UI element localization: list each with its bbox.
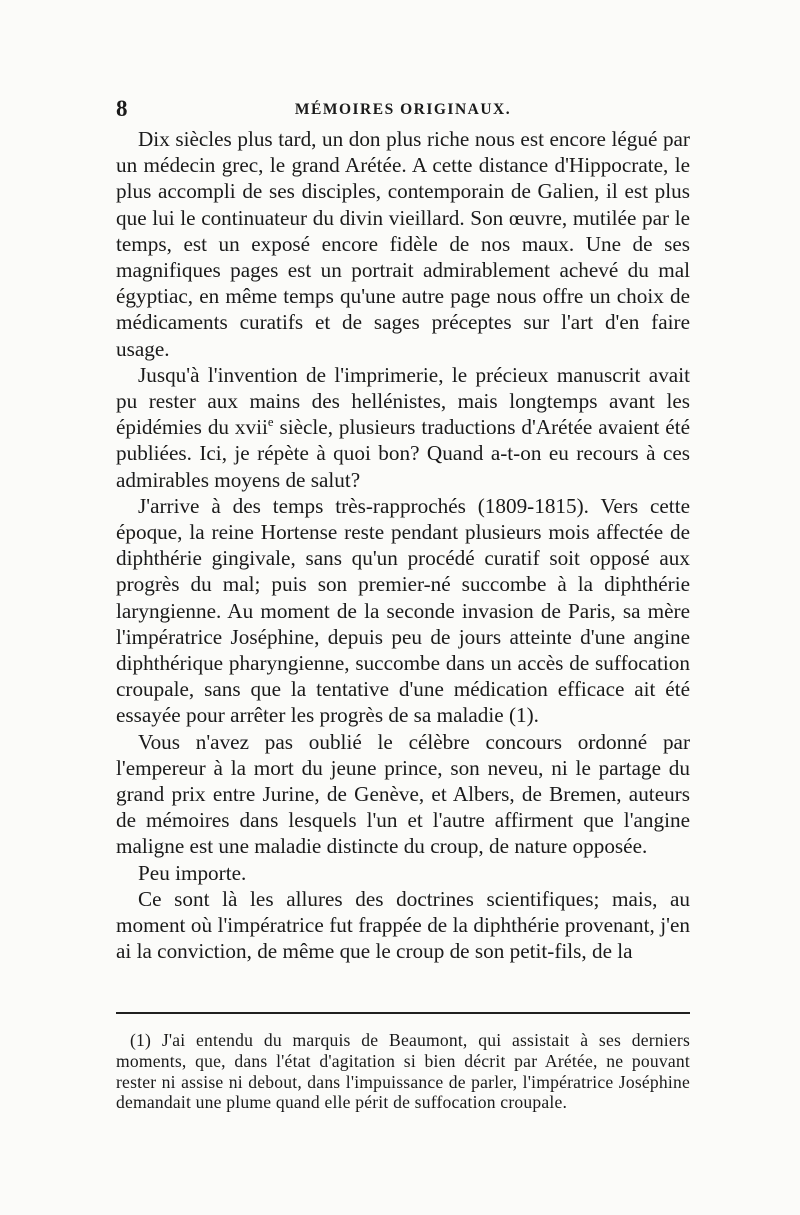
paragraph-concours: Vous n'avez pas oublié le célèbre concours ordonné par l'empereur à la mort du jeune prince, son neveu, ni le partage du grand prix entre Jurine, de Genève, et Albers, de Bremen, auteurs de mémoires dans lesquels l'un et l'autre affirment que l'angine maligne est une maladie distincte du croup, de nature opposée. — [116, 729, 690, 859]
paragraph-printing-end: siècle, plusieurs traductions d'Arétée avaient été publiées. Ici, je répète à quoi bon? Quand a-t-on eu recours à ces admirables moyens de salut? — [116, 415, 690, 492]
paragraph-printing-start: Jusqu'à l'invention de l'imprimerie, le précieux manuscrit avait pu rester aux mains des hellénistes, mais longtemps avant les épidémies du xvii — [116, 362, 690, 440]
body-text — [116, 126, 690, 965]
footnote-text: (1) J'ai entendu du marquis de Beaumont, qui assistait à ses derniers moments, que, dans l'état d'agitation si bien décrit par Arétée, ne pouvant rester ni assise ni debout, dans l'impuissance de parler, l'impératrice Joséphine demandait une plume quand elle périt de suffocation croupale. — [116, 1030, 690, 1113]
paragraph-doctrines: Ce sont là les allures des doctrines scientifiques; mais, au moment où l'impératrice fut frappée de la diphthérie provenant, j'en ai la conviction, de même que le croup de son petit-fils, de la — [116, 886, 690, 964]
century-superscript: e — [267, 415, 274, 430]
paragraph-areteus: Dix siècles plus tard, un don plus riche nous est encore légué par un médecin grec, le grand Arétée. A cette distance d'Hippocrate, le plus accompli de ses disciples, contemporain de Galien, il est plus que lui le continuateur du divin vieillard. Son œuvre, mutilée par le temps, est un exposé encore fidèle de nos maux. Une de ses magnifiques pages est un portrait admirablement achevé du mal égyptiac, en même temps qu'une autre page nous offre un choix de médicaments curatifs et de sages préceptes sur l'art d'en faire usage. — [116, 127, 690, 361]
footnote-rule — [116, 1012, 690, 1014]
paragraph-printing — [116, 362, 690, 493]
paragraph-peu-importe: Peu importe. — [138, 860, 247, 885]
footnote — [116, 1030, 690, 1113]
page-header — [116, 96, 690, 126]
paragraph-hortense: J'arrive à des temps très-rapprochés (1809-1815). Vers cette époque, la reine Hortense reste pendant plusieurs mois affectée de diphthérie gingivale, sans qu'un procédé curatif soit opposé aux progrès du mal; puis son premier-né succombe à la diphthérie laryngienne. Au moment de la seconde invasion de Paris, sa mère l'impératrice Joséphine, depuis peu de jours atteinte d'une angine diphthérique pharyngienne, succombe dans un accès de suffocation croupale, sans que la tentative d'une médication efficace ait été essayée pour arrêter les progrès de sa maladie (1). — [116, 493, 690, 728]
page-number: 8 — [116, 96, 128, 121]
running-head: MÉMOIRES ORIGINAUX. — [294, 101, 512, 118]
